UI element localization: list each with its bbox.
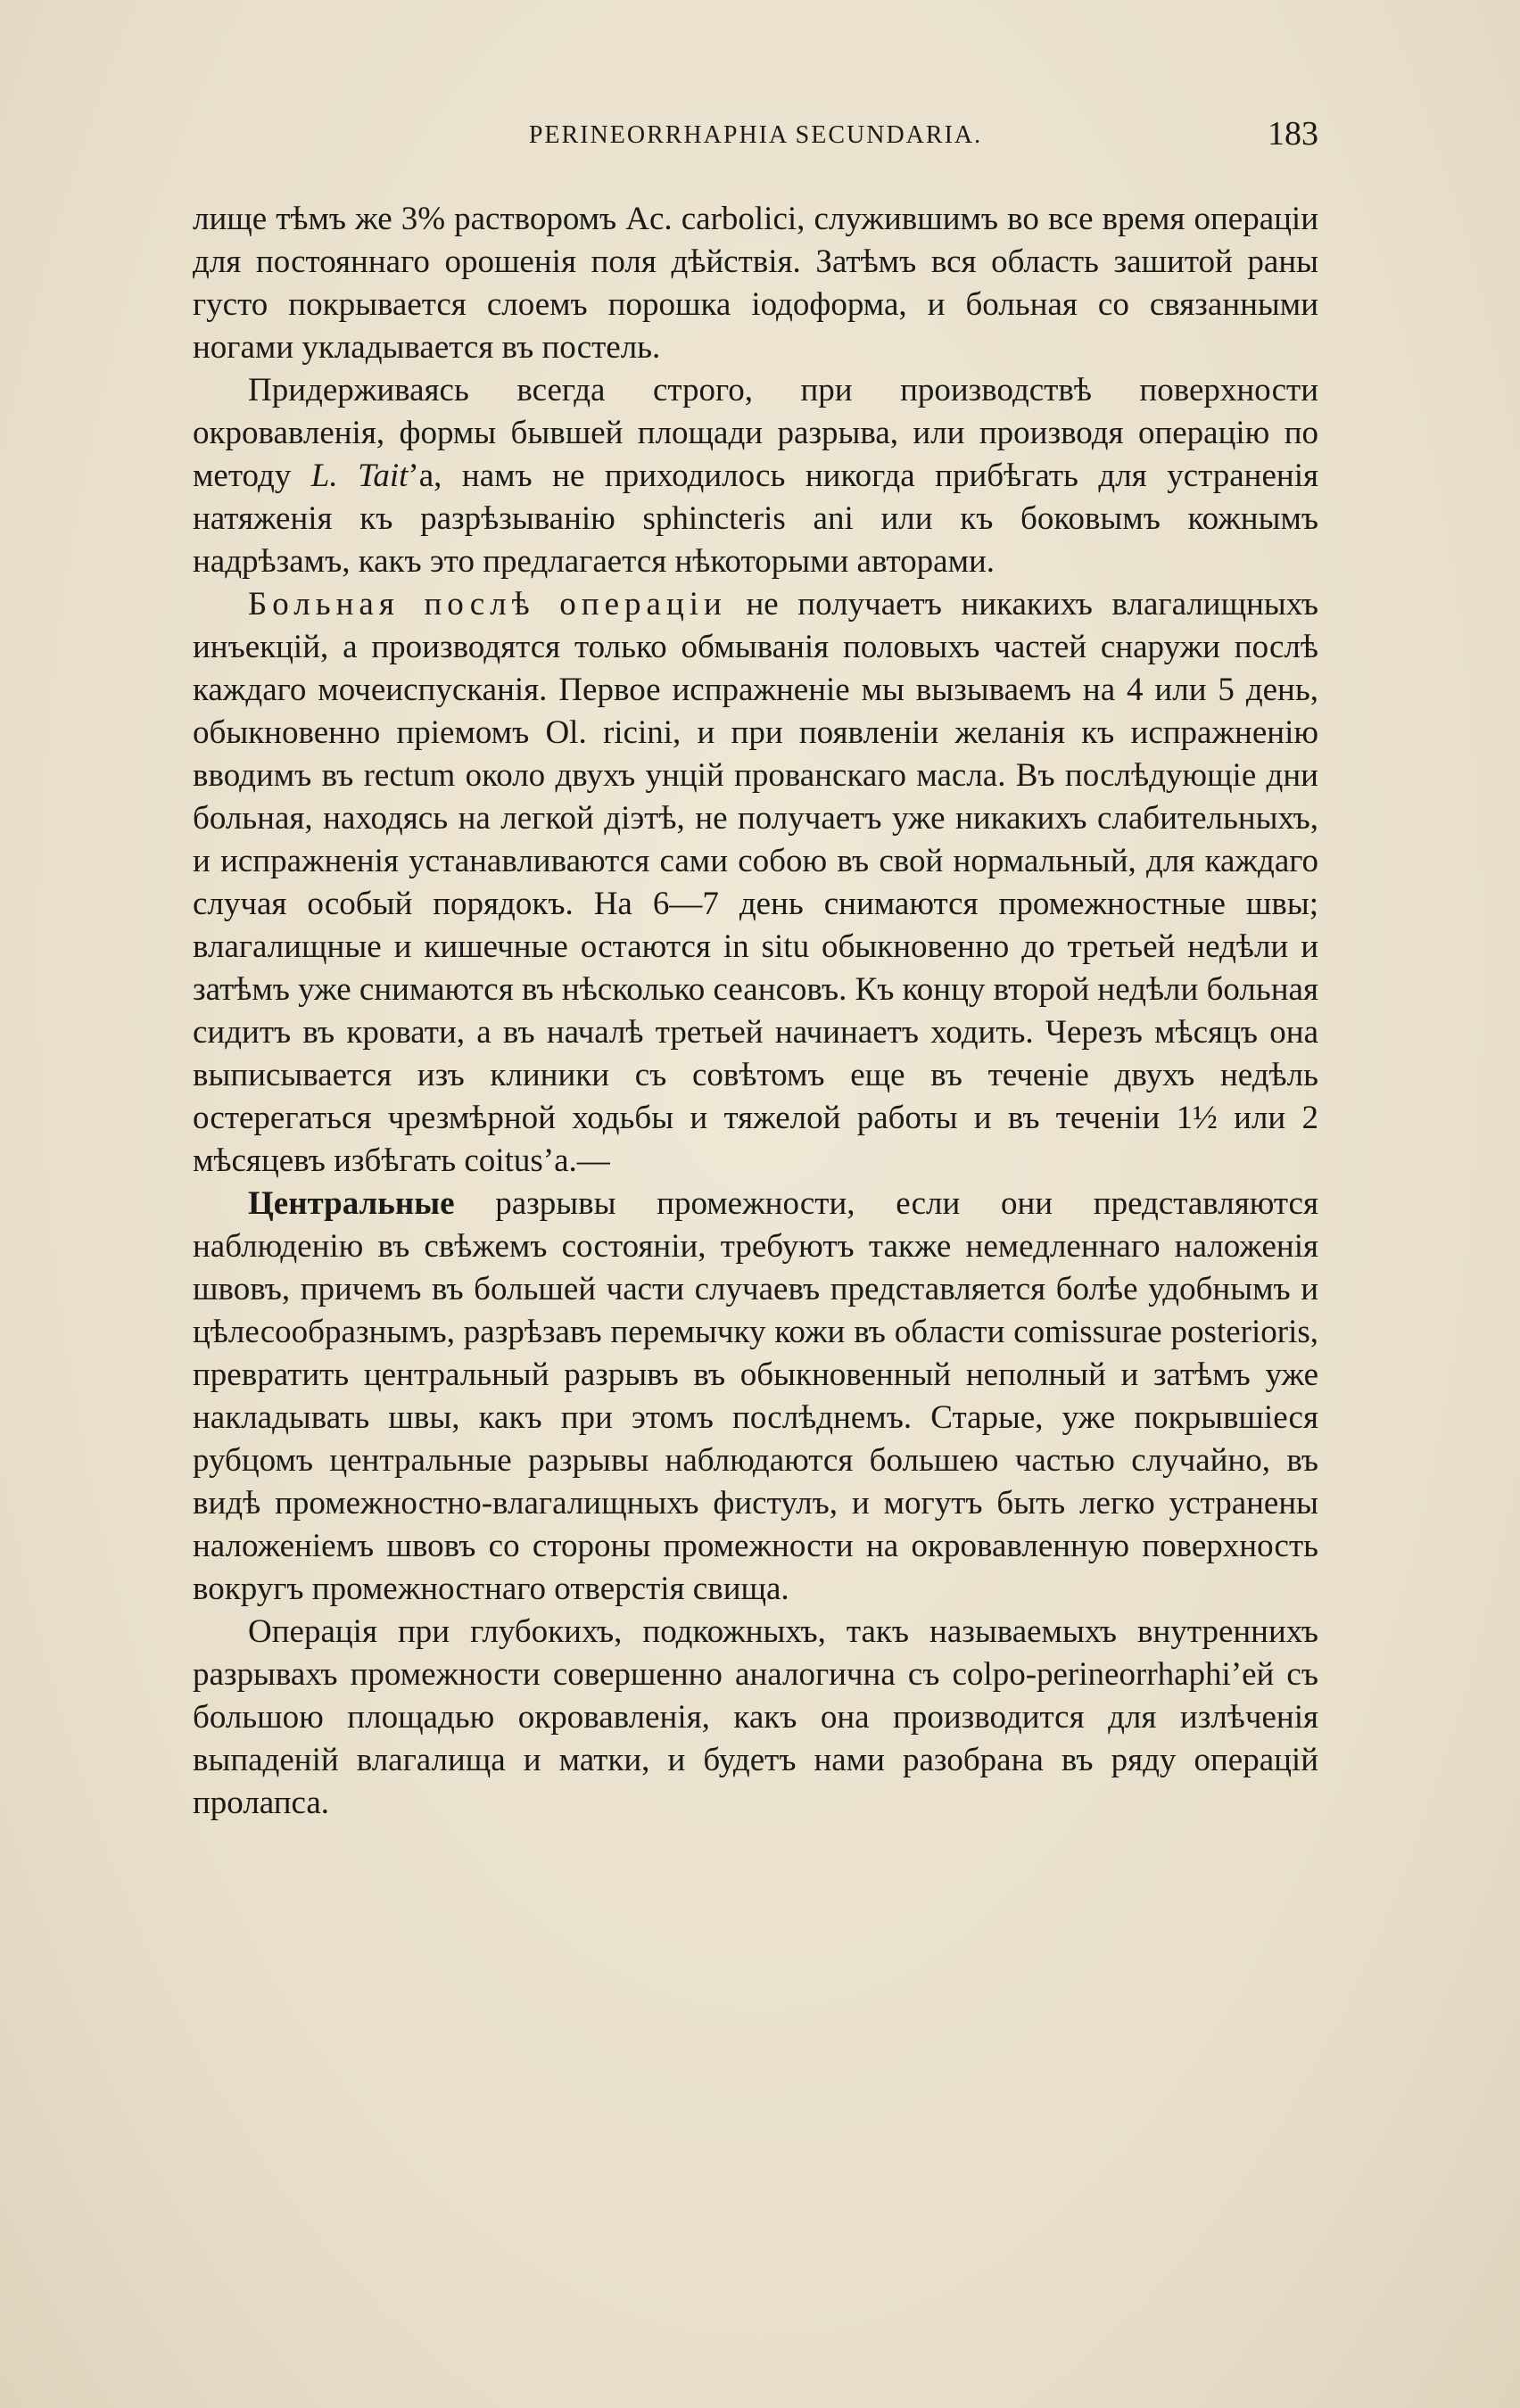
paragraph-5: Операція при глубокихъ, подкожныхъ, такъ называемыхъ внутреннихъ разрывахъ промежности совершенно аналогична съ colpo-perineorrhaphi’ей съ большою площадью окровавленія, какъ она производится для излѣченія выпаденій влагалища и матки, и будетъ нами разобрана въ ряду операцій пролапса. [193,1613,1318,1821]
paragraph-4 [193,1183,1318,1611]
paragraph-1: лище тѣмъ же 3% растворомъ Ac. carbolici, служившимъ во все время операціи для постояннаго орошенія поля дѣйствія. Затѣмъ вся область зашитой раны густо покрывается слоемъ порошка іодоформа, и больная со связанными ногами укладывается въ постель. [193,201,1318,366]
paragraph-4-rest: разрывы промежности, если они представляются наблюденію въ свѣжемъ состояніи, требуютъ также немедленнаго наложенія швовъ, причемъ въ большей части случаевъ представляется болѣе удобнымъ и цѣлесообразнымъ, разрѣзавъ перемычку кожи въ области comissurae posterioris, превратить центральный разрывъ въ обыкновенный неполный и затѣмъ уже накладывать швы, какъ при этомъ послѣднемъ. Старые, уже покрывшіеся рубцомъ центральные разрывы наблюдаются большею частью случайно, въ видѣ промежностно-влагалищныхъ фистулъ, и могутъ быть легко устранены наложеніемъ швовъ со стороны промежности на окровавленную поверхность вокругъ промежностнаго отверстія свища. [193,1185,1318,1607]
paragraph-2 [193,369,1318,583]
paragraph-3-rest: не получаетъ никакихъ влагалищныхъ инъекцій, а производятся только обмыванія половыхъ частей снаружи послѣ каждаго мочеиспусканія. Первое испражненіе мы вызываемъ на 4 или 5 день, обыкновенно пріемомъ Ol. ricini, и при появленіи желанія къ испражненію вводимъ въ rectum около двухъ унцій прованскаго масла. Въ послѣдующіе дни больная, находясь на легкой діэтѣ, не получаетъ уже никакихъ слабительныхъ, и испражненія устанавливаются сами собою въ свой нормальный, для каждаго случая особый порядокъ. На 6—7 день снимаются промежностные швы; влагалищные и кишечные остаются in situ обыкновенно до третьей недѣли и затѣмъ уже снимаются въ нѣсколько сеансовъ. Къ концу второй недѣли больная сидитъ въ кровати, а въ началѣ третьей начинаетъ ходить. Черезъ мѣсяцъ она выписывается изъ клиники съ совѣтомъ еще въ теченіе двухъ недѣль остерегаться чрезмѣрной ходьбы и тяжелой работы и въ теченіи 1½ или 2 мѣсяцевъ избѣгать coitus’а.— [193,586,1318,1179]
bold-term: Центральные [248,1185,455,1222]
page-header [193,114,1318,164]
running-title: PERINEORRHAPHIA SECUNDARIA. [528,121,983,149]
body-text [193,198,1318,1825]
page-number: 183 [1268,115,1318,153]
paragraph-2-end: ’а, намъ не приходилось никогда прибѣгать для устраненія натяженія къ разрѣзыванію sphincteris ani или къ боковымъ кожнымъ надрѣзамъ, какъ это предлагается нѣкоторыми авторами. [193,458,1318,580]
paragraph-2-start: Придерживаясь всегда строго, при производствѣ поверхности окровавленія, формы бывшей площади разрыва, или производя операцію по методу [193,372,1318,494]
paragraph-3 [193,583,1318,1183]
spaced-emphasis: Больная послѣ операціи [248,586,727,623]
author-name: L. Tait [310,458,409,494]
